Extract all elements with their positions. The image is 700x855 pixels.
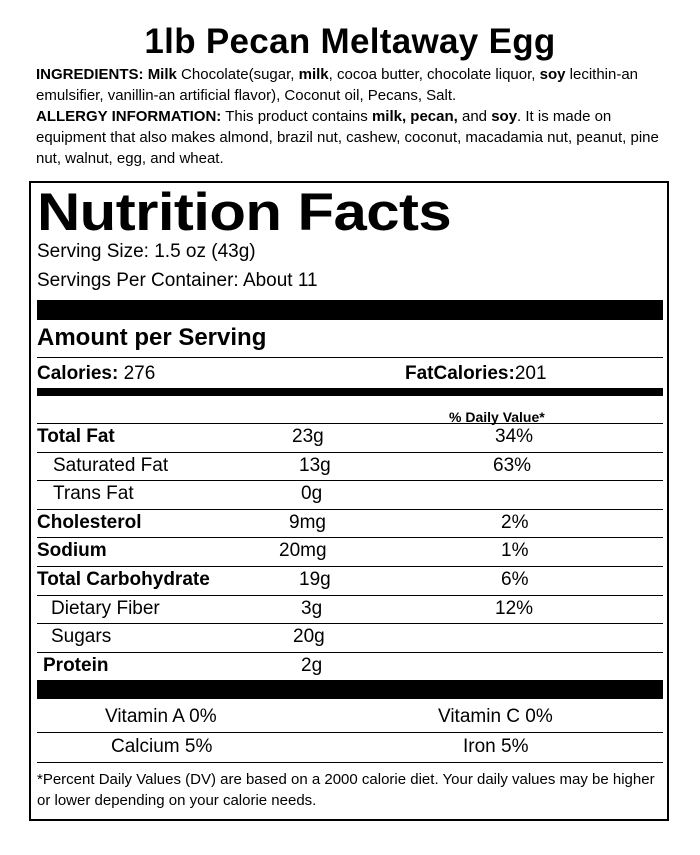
row-divider (37, 595, 663, 596)
product-title: 1lb Pecan Meltaway Egg (144, 22, 556, 61)
row-divider (37, 652, 663, 653)
divider (37, 732, 663, 733)
nutrient-daily-value: 6% (501, 569, 529, 590)
nutrient-row (37, 652, 663, 680)
calcium: Calcium 5% (111, 736, 213, 757)
nutrient-name: Cholesterol (37, 511, 142, 533)
allergy-label: ALLERGY INFORMATION: (36, 108, 222, 125)
nutrient-amount: 19g (299, 569, 331, 590)
allergy-part-2: and (461, 108, 488, 125)
row-divider (37, 452, 663, 453)
nutrient-row (37, 509, 663, 537)
serving-size: Serving Size: 1.5 oz (43g) (37, 241, 256, 262)
nutrient-name: Total Fat (37, 426, 115, 447)
row-divider (37, 423, 663, 424)
calories-label: Calories: (37, 363, 119, 384)
fat-calories-value: 201 (514, 363, 547, 384)
nutrient-daily-value: 2% (501, 511, 529, 533)
nutrient-row (37, 452, 663, 480)
nutrient-daily-value: 34% (495, 426, 534, 447)
fat-calories-label: FatCalories: (405, 363, 515, 384)
ingredients-label: INGREDIENTS: (36, 66, 144, 83)
ingredient-milk-2: milk (298, 66, 329, 83)
calories-value: 276 (123, 363, 156, 384)
amount-per-serving: Amount per Serving (37, 324, 267, 351)
nutrient-row (37, 480, 663, 508)
nutrient-name: Total Carbohydrate (37, 569, 210, 590)
nutrient-row (37, 623, 663, 651)
allergy-part-1: This product contains (225, 108, 368, 125)
allergy-bold-2: soy (491, 108, 518, 125)
nutrient-row (37, 423, 663, 451)
ingredient-soy: soy (539, 66, 566, 83)
nutrient-amount: 2g (301, 654, 323, 676)
nutrient-name: Sugars (51, 626, 112, 648)
nutrient-daily-value: 63% (493, 454, 532, 476)
nutrient-amount: 13g (299, 454, 331, 476)
vitamin-c: Vitamin C 0% (438, 706, 553, 727)
nutrient-amount: 20g (293, 626, 325, 648)
row-divider (37, 566, 663, 567)
nutrient-amount: 23g (292, 426, 324, 447)
nutrient-name: Protein (43, 654, 109, 676)
nutrient-row (37, 537, 663, 565)
row-divider (37, 480, 663, 481)
medium-divider (37, 388, 663, 396)
thick-divider-vitamins (37, 680, 663, 699)
vitamin-a: Vitamin A 0% (105, 706, 217, 727)
nutrient-daily-value: 12% (495, 597, 534, 619)
servings-per-container: Servings Per Container: About 11 (37, 270, 318, 291)
allergy-part-3: . It is made on equipment that also makes almond, brazil nut, cashew, coconut, macadamia nut, peanut, pine nut, walnut, egg, and wheat. (36, 108, 659, 167)
daily-value-header: % Daily Value* (449, 409, 545, 425)
nutrient-amount: 3g (301, 597, 323, 619)
fat-calories (405, 362, 547, 386)
ingredients-text (36, 64, 666, 106)
nutrient-name: Trans Fat (53, 483, 134, 505)
calories (37, 362, 155, 386)
ingredients-part-3: lecithin-an emulsifier, vanillin-an artificial flavor), Coconut oil, Pecans, Salt. (36, 66, 639, 104)
nutrient-row (37, 595, 663, 623)
divider (37, 357, 663, 358)
iron: Iron 5% (463, 736, 529, 757)
ingredient-milk: Milk (147, 66, 177, 83)
footnote: *Percent Daily Values (DV) are based on a 2000 calorie diet. Your daily values may be higher or lower depending on your calorie needs. (37, 771, 655, 809)
nutrient-name: Saturated Fat (53, 454, 169, 476)
row-divider (37, 623, 663, 624)
nutrient-amount: 20mg (279, 540, 327, 562)
nutrient-daily-value: 1% (501, 540, 529, 562)
nutrient-name: Sodium (37, 540, 107, 562)
allergy-text (36, 106, 666, 169)
nutrition-facts-heading: Nutrition Facts (37, 183, 452, 242)
nutrition-facts-panel (29, 181, 669, 821)
row-divider (37, 537, 663, 538)
nutrient-amount: 9mg (289, 511, 326, 533)
thick-divider (37, 300, 663, 320)
ingredients-part-2: , cocoa butter, chocolate liquor, (328, 66, 536, 83)
nutrient-amount: 0g (301, 483, 323, 505)
ingredients-block (36, 64, 666, 169)
allergy-bold-1: milk, pecan, (371, 108, 458, 125)
row-divider (37, 509, 663, 510)
divider (37, 762, 663, 763)
ingredients-part-1: Chocolate(sugar, (181, 66, 295, 83)
nutrient-row (37, 566, 663, 594)
nutrient-name: Dietary Fiber (51, 597, 160, 619)
